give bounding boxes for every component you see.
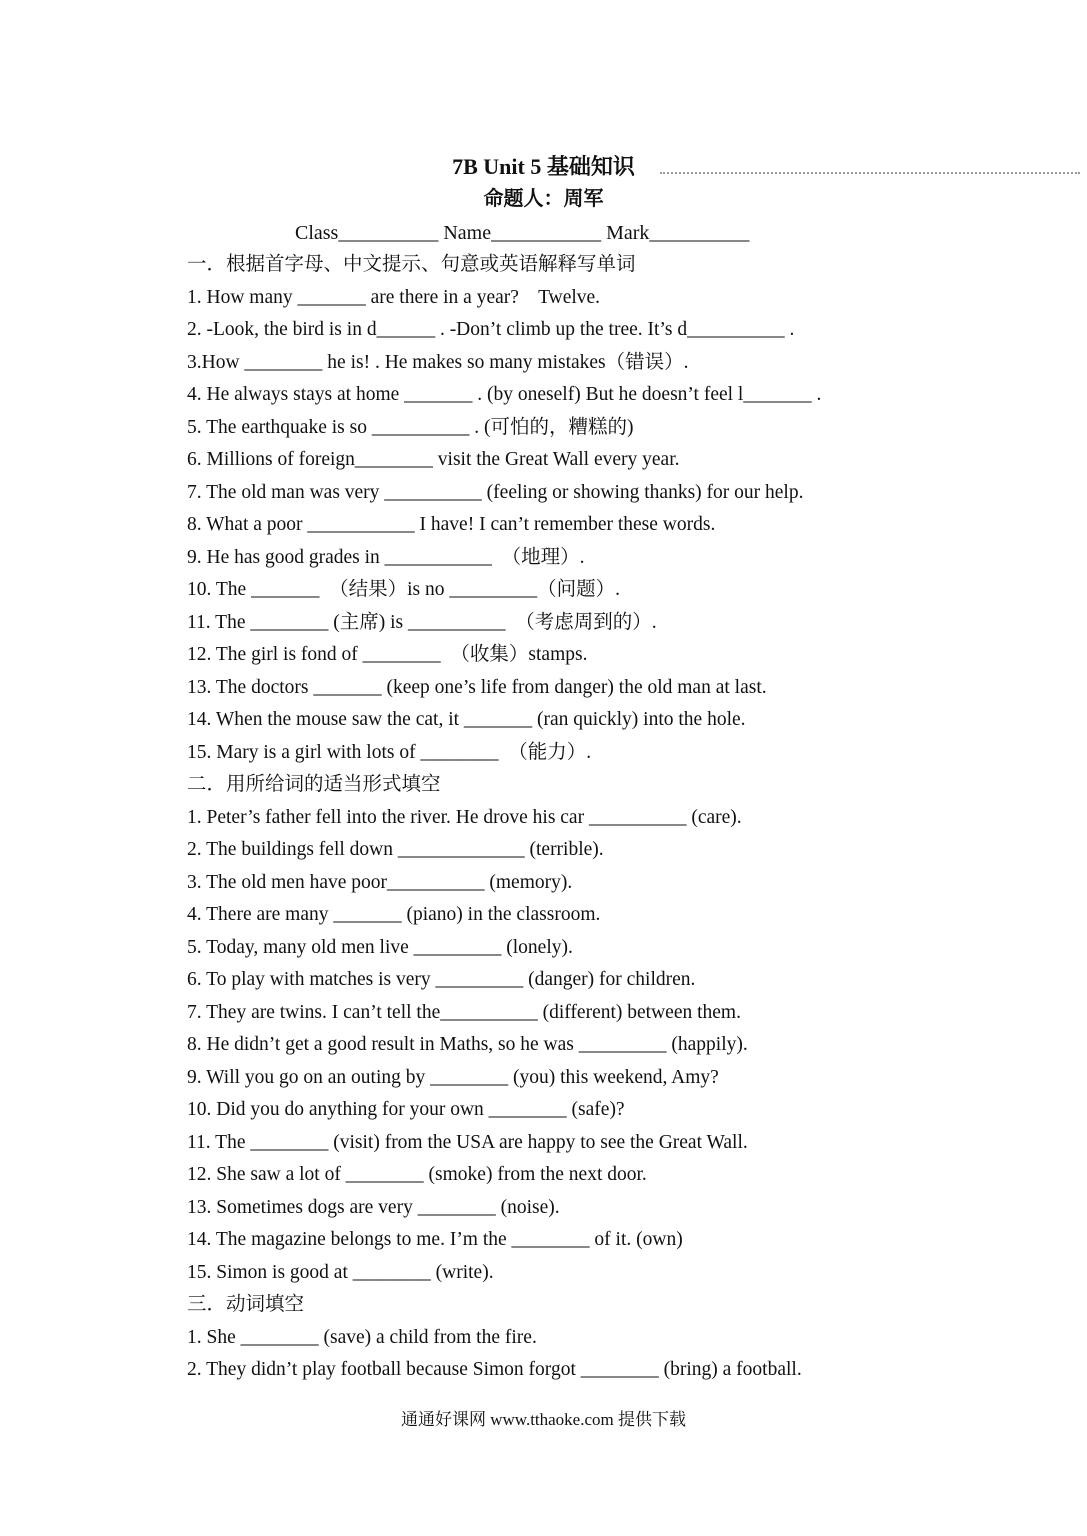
question-item: 6. Millions of foreign________ visit the Great Wall every year. bbox=[187, 449, 680, 470]
question-item: 2. They didn’t play football because Simon forgot ________ (bring) a football. bbox=[187, 1359, 802, 1380]
question-item: 12. The girl is fond of ________ （收集）stamps. bbox=[187, 644, 588, 665]
question-item: 14. When the mouse saw the cat, it _______ (ran quickly) into the hole. bbox=[187, 709, 746, 730]
question-item: 4. There are many _______ (piano) in the classroom. bbox=[187, 904, 601, 925]
question-item: 10. Did you do anything for your own ________ (safe)? bbox=[187, 1099, 625, 1120]
section-heading: 三．动词填空 bbox=[187, 1294, 305, 1315]
question-item: 10. The _______ （结果）is no _________（问题）. bbox=[187, 579, 620, 600]
question-item: 12. She saw a lot of ________ (smoke) from the next door. bbox=[187, 1164, 647, 1185]
page-title: 7B Unit 5 基础知识 bbox=[452, 154, 635, 179]
question-item: 13. The doctors _______ (keep one’s life from danger) the old man at last. bbox=[187, 676, 767, 698]
question-item: 2. -Look, the bird is in d______ . -Don’t climb up the tree. It’s d__________ . bbox=[187, 319, 795, 340]
question-item: 14. The magazine belongs to me. I’m the ________ of it. (own) bbox=[187, 1229, 683, 1250]
question-item: 15. Mary is a girl with lots of ________ （能力）. bbox=[187, 741, 592, 763]
question-item: 1. Peter’s father fell into the river. He drove his car __________ (care). bbox=[187, 806, 742, 828]
question-item: 9. He has good grades in ___________ （地理）. bbox=[187, 546, 585, 568]
author-line: 命题人：周军 bbox=[483, 188, 604, 210]
worksheet-body bbox=[187, 249, 1067, 1387]
question-item: 13. Sometimes dogs are very ________ (noise). bbox=[187, 1196, 560, 1218]
question-item: 15. Simon is good at ________ (write). bbox=[187, 1261, 494, 1283]
section-heading: 一．根据首字母、中文提示、句意或英语解释写单词 bbox=[187, 254, 636, 275]
question-item: 8. What a poor ___________ I have! I can’t remember these words. bbox=[187, 514, 716, 535]
question-item: 5. Today, many old men live _________ (lonely). bbox=[187, 936, 573, 958]
question-item: 7. The old man was very __________ (feeling or showing thanks) for our help. bbox=[187, 481, 804, 503]
student-info-line: Class__________ Name___________ Mark__________ bbox=[295, 222, 750, 244]
question-item: 9. Will you go on an outing by ________ (you) this weekend, Amy? bbox=[187, 1066, 719, 1088]
question-item: 6. To play with matches is very _________ (danger) for children. bbox=[187, 969, 696, 990]
question-item: 3. The old men have poor__________ (memory). bbox=[187, 871, 573, 893]
page-footer: 通通好课网 www.tthaoke.com 提供下载 bbox=[400, 1410, 687, 1429]
question-item: 11. The ________ (主席) is __________ （考虑周到的）. bbox=[187, 611, 657, 633]
question-item: 1. She ________ (save) a child from the fire. bbox=[187, 1326, 537, 1348]
question-item: 5. The earthquake is so __________ . (可怕的，糟糕的) bbox=[187, 416, 634, 438]
question-item: 8. He didn’t get a good result in Maths, so he was _________ (happily). bbox=[187, 1034, 748, 1055]
question-item: 7. They are twins. I can’t tell the__________ (different) between them. bbox=[187, 1001, 741, 1023]
section-heading: 二．用所给词的适当形式填空 bbox=[187, 774, 441, 795]
question-item: 11. The ________ (visit) from the USA are happy to see the Great Wall. bbox=[187, 1131, 748, 1153]
question-item: 2. The buildings fell down _____________ (terrible). bbox=[187, 839, 604, 860]
question-item: 1. How many _______ are there in a year? Twelve. bbox=[187, 286, 601, 308]
question-item: 4. He always stays at home _______ . (by oneself) But he doesn’t feel l_______ . bbox=[187, 384, 822, 405]
question-item: 3.How ________ he is! . He makes so many mistakes（错误）. bbox=[187, 351, 689, 373]
